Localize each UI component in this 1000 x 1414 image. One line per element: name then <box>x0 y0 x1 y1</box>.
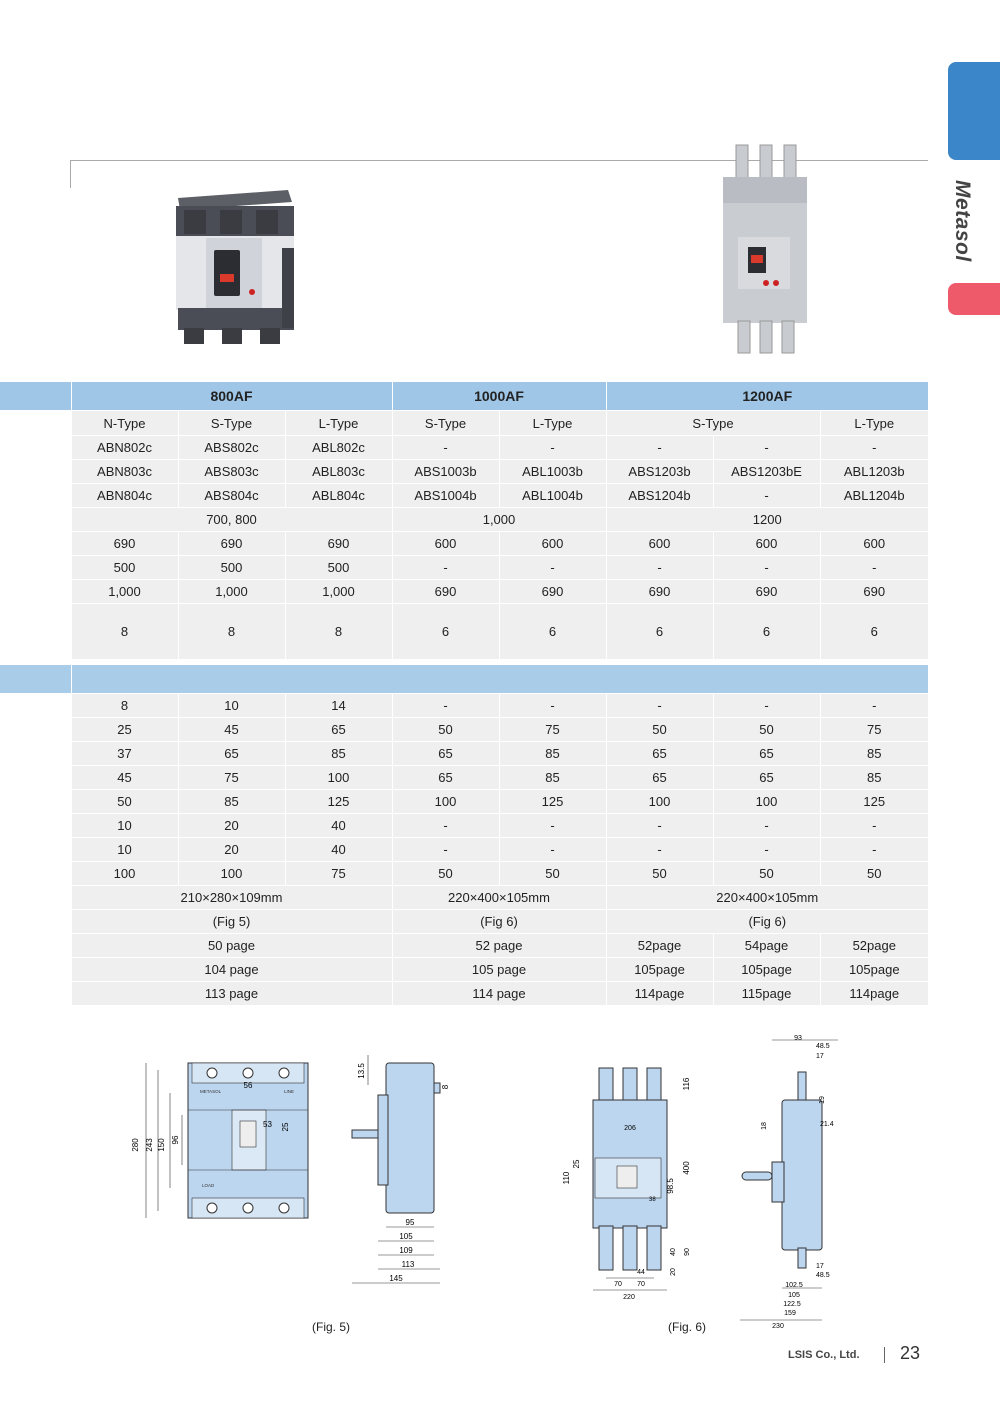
fig6-dim-230: 230 <box>772 1323 784 1330</box>
type-cell: L-Type <box>499 411 606 436</box>
table-cell: 50 <box>392 862 499 886</box>
table-cell: (Fig 6) <box>606 910 928 934</box>
page-number: 23 <box>900 1343 921 1363</box>
table-cell: 50 <box>606 718 713 742</box>
table-cell: 220×400×105mm <box>392 886 606 910</box>
fig5-dim-150: 150 <box>157 1138 166 1152</box>
table-cell: 50 page <box>71 934 392 958</box>
table-cell: 6 <box>606 604 713 660</box>
table-cell: 690 <box>606 580 713 604</box>
table-cell: - <box>820 556 928 580</box>
fig6-dim-20: 20 <box>670 1268 677 1276</box>
fig5-dim-8: 8 <box>441 1084 450 1090</box>
product-image-800af <box>170 188 300 358</box>
table-cell: 600 <box>392 532 499 556</box>
table-cell: 10 <box>71 814 178 838</box>
table-cell: 50 <box>499 862 606 886</box>
table-cell: 50 <box>392 718 499 742</box>
table-cell: 600 <box>606 532 713 556</box>
footer-company: LSIS Co., Ltd. <box>788 1349 860 1361</box>
frame-800af: 800AF <box>71 382 392 411</box>
table-cell: 6 <box>392 604 499 660</box>
fig5-dim-53: 53 <box>263 1120 272 1129</box>
fig5-dim-96: 96 <box>171 1135 180 1145</box>
table-cell: 75 <box>285 862 392 886</box>
table-cell: 8 <box>285 604 392 660</box>
breaking-row <box>0 790 928 814</box>
fig6-dim-70a: 70 <box>614 1281 622 1288</box>
spec-row <box>0 604 928 660</box>
fig6-dim-400: 400 <box>682 1161 691 1175</box>
table-cell: 220×400×105mm <box>606 886 928 910</box>
table-cell: 65 <box>392 766 499 790</box>
table-cell: - <box>392 436 499 460</box>
table-cell: - <box>392 694 499 718</box>
table-cell: 700, 800 <box>71 508 392 532</box>
table-cell: ABL804c <box>285 484 392 508</box>
product-image-1200af <box>720 143 810 355</box>
table-cell: 690 <box>499 580 606 604</box>
table-cell: ABN802c <box>71 436 178 460</box>
table-cell: - <box>392 838 499 862</box>
fig5-dim-243: 243 <box>145 1138 154 1152</box>
table-cell: 105 page <box>392 958 606 982</box>
page-ref-row <box>0 958 928 982</box>
fig6-dim-105: 105 <box>788 1292 800 1299</box>
fig5-brand-mark: METASOL <box>200 1089 222 1094</box>
table-cell: 125 <box>285 790 392 814</box>
table-cell: 50 <box>713 718 820 742</box>
type-cell: L-Type <box>285 411 392 436</box>
breaking-row <box>0 766 928 790</box>
table-cell: 1200 <box>606 508 928 532</box>
table-cell: - <box>820 694 928 718</box>
fig5-dim-13-5: 13.5 <box>357 1063 366 1079</box>
type-cell: S-Type <box>606 411 820 436</box>
breaking-row <box>0 814 928 838</box>
table-cell: ABS802c <box>178 436 285 460</box>
table-cell: 85 <box>820 766 928 790</box>
table-cell: 45 <box>178 718 285 742</box>
table-cell: 100 <box>285 766 392 790</box>
fig5-dim-280: 280 <box>131 1138 140 1152</box>
table-cell: - <box>392 556 499 580</box>
table-cell: ABN803c <box>71 460 178 484</box>
table-cell: - <box>499 694 606 718</box>
table-cell: 40 <box>285 838 392 862</box>
table-cell: - <box>820 436 928 460</box>
section-tab-blue <box>948 62 1000 160</box>
fig6-dim-159: 159 <box>784 1310 796 1317</box>
table-cell: 100 <box>392 790 499 814</box>
fig6-dim-38: 38 <box>649 1197 656 1203</box>
table-cell: ABS1204b <box>606 484 713 508</box>
table-cell: 10 <box>178 694 285 718</box>
fig6-dim-48-5a: 48.5 <box>816 1043 830 1050</box>
table-cell: - <box>606 436 713 460</box>
table-cell: 85 <box>499 766 606 790</box>
table-cell: - <box>606 694 713 718</box>
table-cell: 125 <box>820 790 928 814</box>
fig5-line-mark: LINE <box>284 1089 295 1094</box>
table-cell: 600 <box>820 532 928 556</box>
table-cell: - <box>713 838 820 862</box>
fig6-dim-206: 206 <box>624 1125 636 1132</box>
brand-label: Metasol <box>951 180 974 262</box>
fig5-side-drawing <box>340 1055 455 1290</box>
table-cell: - <box>499 556 606 580</box>
table-cell: 1,000 <box>392 508 606 532</box>
frame-header-row <box>0 382 928 411</box>
fig6-caption: (Fig. 6) <box>668 1320 707 1334</box>
table-cell: ABL802c <box>285 436 392 460</box>
table-cell: 10 <box>71 838 178 862</box>
table-cell: - <box>499 838 606 862</box>
spec-row <box>0 532 928 556</box>
fig6-dim-102-5: 102.5 <box>785 1282 803 1289</box>
table-cell: 14 <box>285 694 392 718</box>
table-cell: ABS803c <box>178 460 285 484</box>
spec-row <box>0 580 928 604</box>
table-cell: 65 <box>606 766 713 790</box>
fig5-caption: (Fig. 5) <box>312 1320 351 1334</box>
breaking-row <box>0 718 928 742</box>
fig5-dim-95: 95 <box>405 1218 415 1227</box>
table-cell: 75 <box>178 766 285 790</box>
fig5-dim-113: 113 <box>401 1260 415 1269</box>
table-cell: 500 <box>178 556 285 580</box>
table-cell: 690 <box>285 532 392 556</box>
table-cell: ABS1203bE <box>713 460 820 484</box>
fig6-dim-44: 44 <box>637 1269 645 1276</box>
table-cell: ABL1203b <box>820 460 928 484</box>
table-cell: 8 <box>71 694 178 718</box>
table-cell: ABL803c <box>285 460 392 484</box>
footer-divider <box>884 1347 885 1363</box>
table-cell: 85 <box>178 790 285 814</box>
fig5-load-mark: LOAD <box>202 1183 215 1188</box>
fig6-dim-70b: 70 <box>637 1281 645 1288</box>
table-cell: 100 <box>71 862 178 886</box>
table-cell: 114 page <box>392 982 606 1006</box>
table-cell: 6 <box>820 604 928 660</box>
table-cell: 52page <box>820 934 928 958</box>
table-cell: 75 <box>820 718 928 742</box>
table-cell: 20 <box>178 838 285 862</box>
table-cell: 125 <box>499 790 606 814</box>
frame-1000af: 1000AF <box>392 382 606 411</box>
table-cell: 6 <box>713 604 820 660</box>
fig5-front-drawing <box>128 1055 318 1225</box>
breaking-row <box>0 742 928 766</box>
fig6-dim-220: 220 <box>623 1294 635 1301</box>
fig6-dim-110: 110 <box>562 1171 571 1185</box>
table-cell: 500 <box>285 556 392 580</box>
table-cell: 20 <box>178 814 285 838</box>
fig5-dim-105: 105 <box>399 1232 413 1241</box>
frame-1200af: 1200AF <box>606 382 928 411</box>
table-cell: 50 <box>606 862 713 886</box>
table-cell: 37 <box>71 742 178 766</box>
table-cell: 115page <box>713 982 820 1006</box>
table-cell: ABL1003b <box>499 460 606 484</box>
type-cell: S-Type <box>392 411 499 436</box>
spec-row <box>0 556 928 580</box>
table-cell: 105page <box>713 958 820 982</box>
table-cell: 1,000 <box>178 580 285 604</box>
fig6-dim-18: 18 <box>761 1122 768 1130</box>
table-cell: 1,000 <box>71 580 178 604</box>
figure-ref-row <box>0 910 928 934</box>
top-rule-tick <box>70 160 71 188</box>
table-cell: 65 <box>606 742 713 766</box>
table-cell: 113 page <box>71 982 392 1006</box>
table-cell: 65 <box>713 742 820 766</box>
table-cell: 6 <box>499 604 606 660</box>
table-cell: 25 <box>71 718 178 742</box>
table-cell: - <box>499 436 606 460</box>
table-cell: 85 <box>499 742 606 766</box>
type-cell: N-Type <box>71 411 178 436</box>
table-cell: 40 <box>285 814 392 838</box>
table-cell: 690 <box>71 532 178 556</box>
fig6-dim-17a: 17 <box>816 1053 824 1060</box>
table-cell: 1,000 <box>285 580 392 604</box>
dimensions-row <box>0 886 928 910</box>
fig6-dim-19: 19 <box>819 1096 826 1104</box>
breaking-row <box>0 838 928 862</box>
table-cell: ABN804c <box>71 484 178 508</box>
table-cell: 65 <box>392 742 499 766</box>
table-cell: 50 <box>713 862 820 886</box>
table-cell: - <box>392 814 499 838</box>
table-cell: (Fig 5) <box>71 910 392 934</box>
spec-table <box>0 382 928 1006</box>
table-cell: - <box>606 556 713 580</box>
table-cell: 65 <box>178 742 285 766</box>
table-cell: ABS1004b <box>392 484 499 508</box>
page-ref-row <box>0 934 928 958</box>
table-cell: 65 <box>713 766 820 790</box>
fig6-dim-48-5b: 48.5 <box>816 1272 830 1279</box>
table-cell: ABS1003b <box>392 460 499 484</box>
table-cell: 50 <box>820 862 928 886</box>
table-cell: ABL1204b <box>820 484 928 508</box>
table-cell: - <box>713 814 820 838</box>
table-cell: - <box>606 838 713 862</box>
table-cell: 114page <box>606 982 713 1006</box>
table-cell: ABS1203b <box>606 460 713 484</box>
type-cell: S-Type <box>178 411 285 436</box>
table-cell: (Fig 6) <box>392 910 606 934</box>
table-cell: 50 <box>71 790 178 814</box>
table-cell: 210×280×109mm <box>71 886 392 910</box>
table-cell: 690 <box>178 532 285 556</box>
table-cell: 600 <box>499 532 606 556</box>
model-row-4p <box>0 484 928 508</box>
table-cell: 114page <box>820 982 928 1006</box>
table-cell: 100 <box>178 862 285 886</box>
fig5-dim-25: 25 <box>281 1122 290 1132</box>
table-cell: - <box>499 814 606 838</box>
table-cell: 100 <box>606 790 713 814</box>
table-cell: 500 <box>71 556 178 580</box>
table-cell: 105page <box>820 958 928 982</box>
table-cell: 85 <box>285 742 392 766</box>
table-cell: 690 <box>820 580 928 604</box>
table-cell: 75 <box>499 718 606 742</box>
table-cell: ABS804c <box>178 484 285 508</box>
table-cell: - <box>713 484 820 508</box>
table-cell: - <box>606 814 713 838</box>
table-cell: ABL1004b <box>499 484 606 508</box>
fig6-dim-40: 40 <box>670 1248 677 1256</box>
table-cell: 52page <box>606 934 713 958</box>
section-tab-red <box>948 283 1000 315</box>
model-row-3p <box>0 460 928 484</box>
fig6-dim-21-4: 21.4 <box>820 1121 834 1128</box>
type-row <box>0 411 928 436</box>
table-cell: 600 <box>713 532 820 556</box>
breaking-row <box>0 862 928 886</box>
page-ref-row <box>0 982 928 1006</box>
rated-current-row <box>0 508 928 532</box>
table-cell: 8 <box>178 604 285 660</box>
table-cell: - <box>713 556 820 580</box>
table-cell: - <box>820 814 928 838</box>
table-cell: - <box>713 694 820 718</box>
table-cell: 54page <box>713 934 820 958</box>
fig5-dim-109: 109 <box>399 1246 413 1255</box>
fig6-dim-93: 93 <box>794 1035 802 1042</box>
table-cell: 8 <box>71 604 178 660</box>
breaking-row <box>0 694 928 718</box>
fig6-dim-98-5: 98.5 <box>666 1178 675 1194</box>
table-cell: - <box>713 436 820 460</box>
table-cell: 52 page <box>392 934 606 958</box>
table-cell: 85 <box>820 742 928 766</box>
table-cell: 104 page <box>71 958 392 982</box>
fig6-side-drawing <box>728 1032 843 1332</box>
fig6-front-drawing <box>555 1058 705 1306</box>
fig5-dim-145: 145 <box>389 1274 403 1283</box>
fig6-dim-122-5: 122.5 <box>783 1301 801 1308</box>
fig6-dim-17b: 17 <box>816 1263 824 1270</box>
type-cell: L-Type <box>820 411 928 436</box>
model-row-2p <box>0 436 928 460</box>
fig6-dim-116: 116 <box>682 1077 691 1091</box>
fig6-dim-90: 90 <box>684 1248 691 1256</box>
brand-vertical <box>930 180 990 280</box>
fig6-dim-25: 25 <box>572 1159 581 1169</box>
table-cell: - <box>820 838 928 862</box>
table-cell: 690 <box>713 580 820 604</box>
table-cell: 690 <box>392 580 499 604</box>
table-cell: 105page <box>606 958 713 982</box>
fig5-dim-56: 56 <box>243 1081 253 1090</box>
table-cell: 65 <box>285 718 392 742</box>
table-cell: 100 <box>713 790 820 814</box>
table-cell: 45 <box>71 766 178 790</box>
section-header-row <box>0 665 928 694</box>
